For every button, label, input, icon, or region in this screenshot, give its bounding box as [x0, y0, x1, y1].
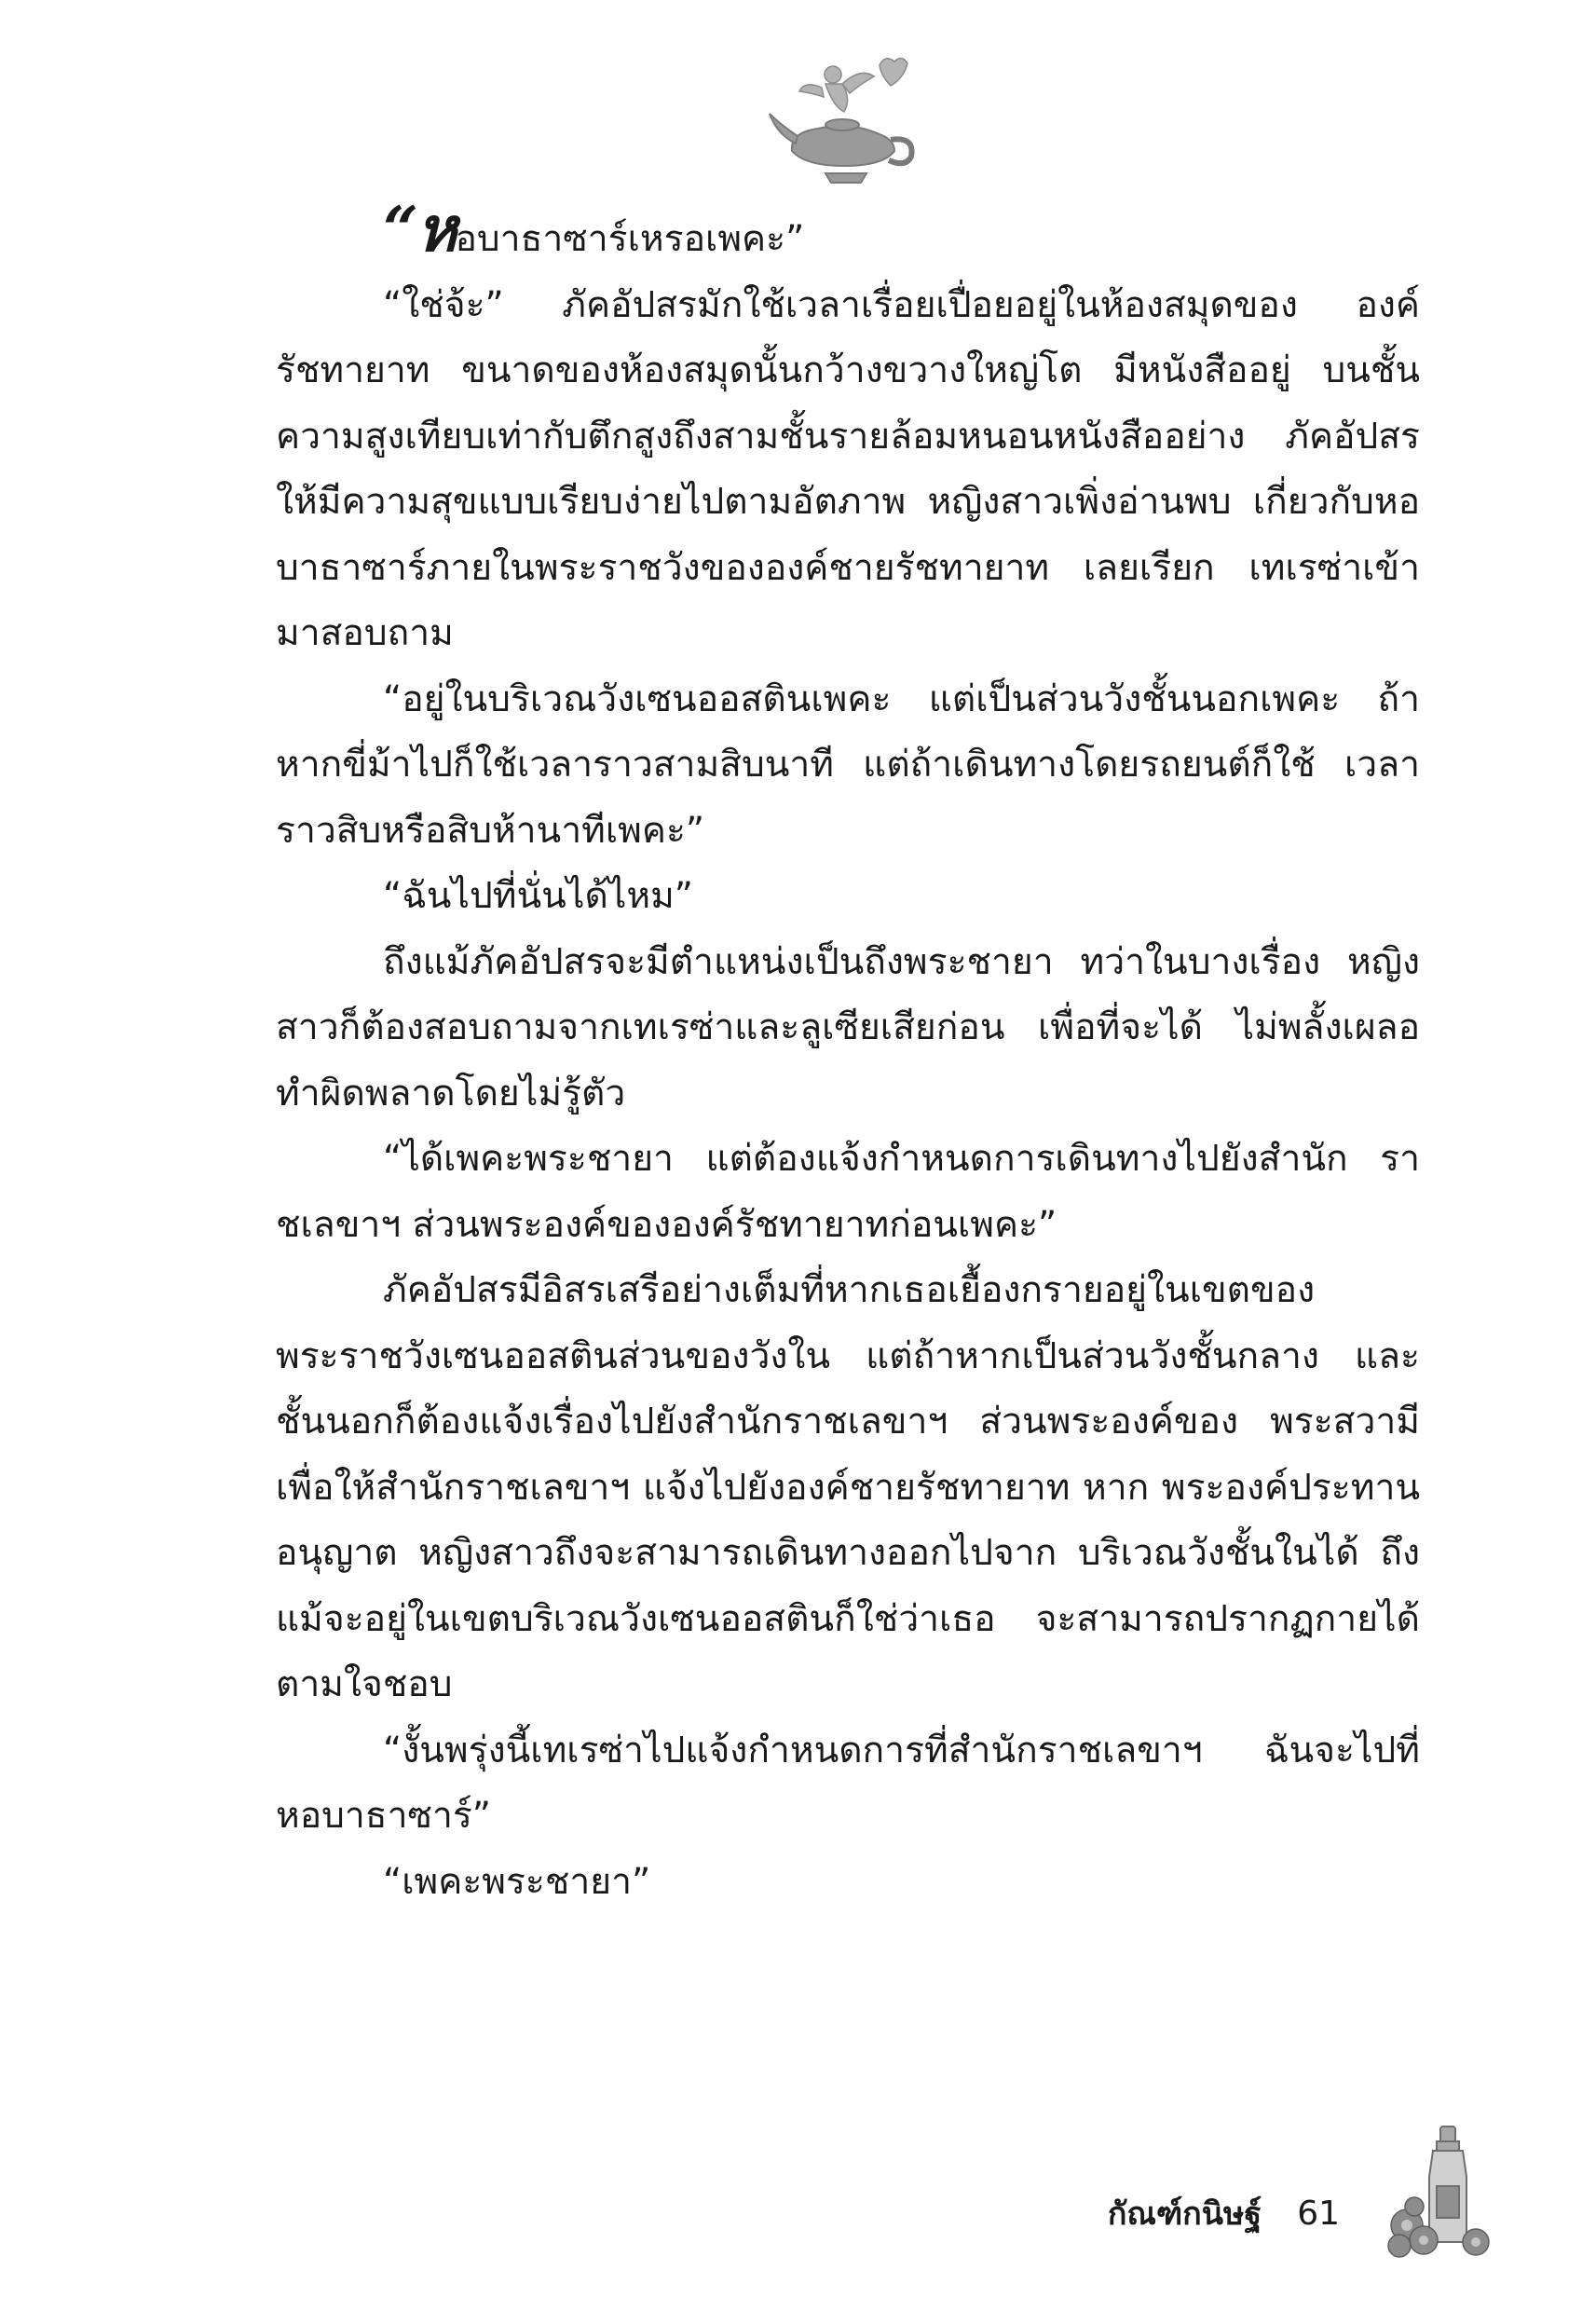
paragraph-1-text: อบาธาซาร์เหรอเพคะ” [455, 218, 805, 260]
paragraph-6: “ได้เพคะพระชายา แต่ต้องแจ้งกำหนดการเดินทางไปยังสำนัก ราชเลขาฯ ส่วนพระองค์ขององค์รัชทายาทก่อนเพคะ” [276, 1138, 1420, 1246]
paragraph-4: “ฉันไปที่นั่นได้ไหม” [383, 875, 694, 917]
drop-cap [383, 193, 455, 266]
paragraph-7: ภัคอัปสรมีอิสรเสรีอย่างเต็มที่หากเธอเยื้องกรายอยู่ในเขตของ พระราชวังเซนออสตินส่วนของวังใน แต่ถ้าหากเป็นส่วนวังชั้นกลาง และชั้นนอกก็ต้องแจ้งเรื่องไปยังสำนักราชเลขาฯ ส่วนพระองค์ของ พระสวามี เพื่อให้สำนักราชเลขาฯ แจ้งไปยังองค์ชายรัชทายาท หาก พระองค์ประทานอนุญาต หญิงสาวถึงจะสามารถเดินทางออกไปจาก บริเวณวังชั้นในได้ ถึงแม้จะอยู่ในเขตบริเวณวังเซนออสตินก็ใช่ว่าเธอ จะสามารถปรากฏกายได้ตามใจชอบ [276, 1269, 1420, 1705]
perfume-bottle-flowers-icon [1386, 2121, 1494, 2261]
page-footer [1108, 2188, 1340, 2238]
paragraph-8: “งั้นพรุ่งนี้เทเรซ่าไปแจ้งกำหนดการที่สำนักราชเลขาฯ ฉันจะไปที่ หอบาธาซาร์” [276, 1729, 1420, 1837]
paragraph-9: “เพคะพระชายา” [383, 1860, 651, 1903]
paragraph-1 [276, 193, 1420, 273]
drop-cap-letter: ห [416, 193, 456, 266]
paragraph-3: “อยู่ในบริเวณวังเซนออสตินเพคะ แต่เป็นส่วนวังชั้นนอกเพคะ ถ้าหากขี่ม้าไปก็ใช้เวลาราวสามสิบนาที แต่ถ้าเดินทางโดยรถยนต์ก็ใช้ เวลาราวสิบหรือสิบห้านาทีเพคะ” [276, 677, 1420, 852]
cupid-teapot-ornament-icon [764, 47, 922, 186]
body-text [276, 193, 1420, 1915]
page-number: 61 [1297, 2195, 1340, 2233]
drop-cap-quote: “ [383, 193, 416, 266]
paragraph-5: ถึงแม้ภัคอัปสรจะมีตำแหน่งเป็นถึงพระชายา ทว่าในบางเรื่อง หญิงสาวก็ต้องสอบถามจากเทเรซ่าและลูเซียเสียก่อน เพื่อที่จะได้ ไม่พลั้งเผลอทำผิดพลาดโดยไม่รู้ตัว [276, 940, 1420, 1114]
paragraph-2: “ใช่จ้ะ” ภัคอัปสรมักใช้เวลาเรื่อยเปื่อยอยู่ในห้องสมุดของ องค์รัชทายาท ขนาดของห้องสมุดนั้นกว้างขวางใหญ่โต มีหนังสืออยู่ บนชั้นความสูงเทียบเท่ากับตึกสูงถึงสามชั้นรายล้อมหนอนหนังสืออย่าง ภัคอัปสรให้มีความสุขแบบเรียบง่ายไปตามอัตภาพ หญิงสาวเพิ่งอ่านพบ เกี่ยวกับหอบาธาซาร์ภายในพระราชวังขององค์ชายรัชทายาท เลยเรียก เทเรซ่าเข้ามาสอบถาม [276, 283, 1420, 654]
book-title: กัณฑ์กนิษฐ์ [1107, 2195, 1262, 2233]
